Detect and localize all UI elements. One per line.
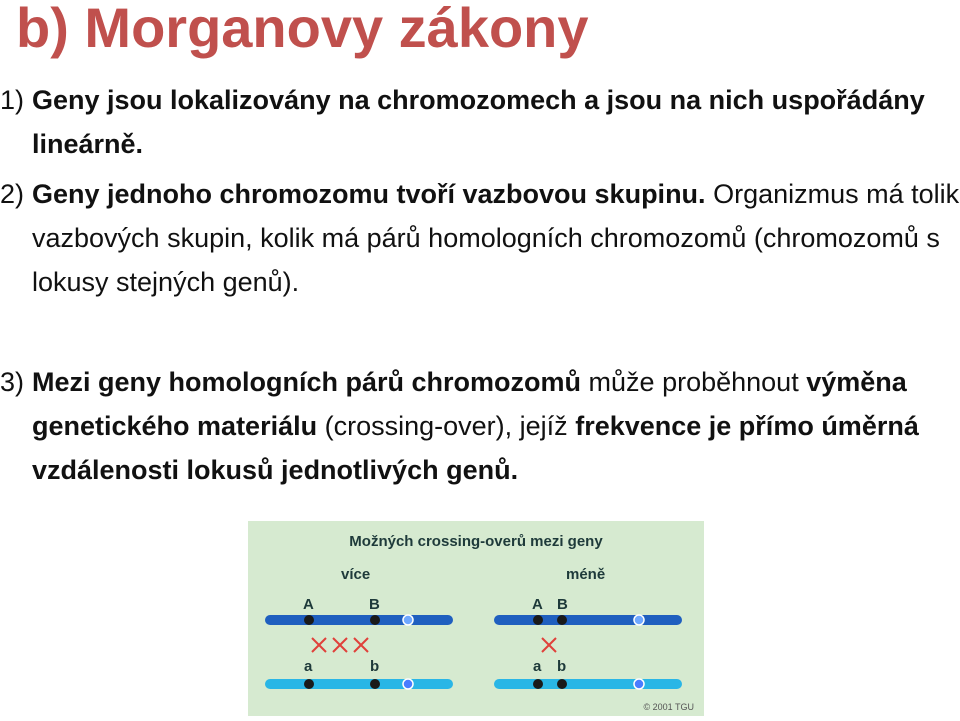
right-top-gene-A bbox=[533, 615, 543, 625]
left-top-gene-B bbox=[370, 615, 380, 625]
right-top-centromere bbox=[634, 615, 644, 625]
item-1-text: Geny jsou lokalizovány na chromozomech a jsou na nich uspořádány lineárně. bbox=[32, 85, 925, 159]
right-label-A: A bbox=[532, 596, 543, 613]
left-bottom-centromere bbox=[403, 679, 413, 689]
crossing-over-figure bbox=[248, 521, 704, 716]
right-bottom-centromere bbox=[634, 679, 644, 689]
right-top-gene-B bbox=[557, 615, 567, 625]
item-3-number: 3) bbox=[0, 367, 25, 397]
item-3-bold-1: Mezi geny homologních párů chromozomů bbox=[32, 367, 582, 397]
left-label-A: A bbox=[303, 596, 314, 613]
list-item-1 bbox=[0, 78, 960, 168]
right-crossover-mark bbox=[542, 638, 556, 652]
item-3-bold-2: výměna genetického materiálu bbox=[32, 367, 907, 441]
item-2-normal-text: Organizmus má tolik vazbových skupin, kolik má párů homologních chromozomů (chromozomů s lokusy stejných genů). bbox=[32, 179, 960, 297]
right-bottom-chromosome bbox=[494, 679, 682, 689]
right-bottom-gene-b bbox=[557, 679, 567, 689]
left-label-a: a bbox=[304, 658, 313, 675]
item-2-bold-text: Geny jednoho chromozomu tvoří vazbovou skupinu. bbox=[32, 179, 706, 209]
right-label-b: b bbox=[557, 658, 567, 675]
right-top-chromosome bbox=[494, 615, 682, 625]
figure-copyright: © 2001 TGU bbox=[643, 702, 694, 712]
item-2-number: 2) bbox=[0, 179, 25, 209]
left-top-chromosome bbox=[265, 615, 453, 625]
left-bottom-gene-b bbox=[370, 679, 380, 689]
page-title: b) Morganovy zákony bbox=[16, 0, 589, 59]
figure-title: Možných crossing-overů mezi geny bbox=[349, 533, 603, 550]
left-label-b: b bbox=[370, 658, 380, 675]
right-label-a: a bbox=[533, 658, 542, 675]
right-bottom-gene-a bbox=[533, 679, 543, 689]
chromosome-diagram bbox=[248, 521, 704, 716]
item-3-normal-2: (crossing-over), jejíž bbox=[324, 411, 568, 441]
left-top-centromere bbox=[403, 615, 413, 625]
list-item-3 bbox=[0, 360, 960, 492]
item-3-normal-1: může proběhnout bbox=[588, 367, 799, 397]
figure-label-more: více bbox=[341, 566, 371, 583]
figure-label-less: méně bbox=[566, 566, 606, 583]
left-top-gene-A bbox=[304, 615, 314, 625]
list-item-2 bbox=[0, 172, 960, 352]
right-label-B: B bbox=[557, 596, 568, 613]
item-3-bold-3: frekvence je přímo úměrná vzdálenosti lokusů jednotlivých genů. bbox=[32, 411, 919, 485]
left-label-B: B bbox=[369, 596, 380, 613]
left-crossover-marks bbox=[312, 638, 368, 652]
left-bottom-gene-a bbox=[304, 679, 314, 689]
item-1-number: 1) bbox=[0, 85, 25, 115]
left-bottom-chromosome bbox=[265, 679, 453, 689]
